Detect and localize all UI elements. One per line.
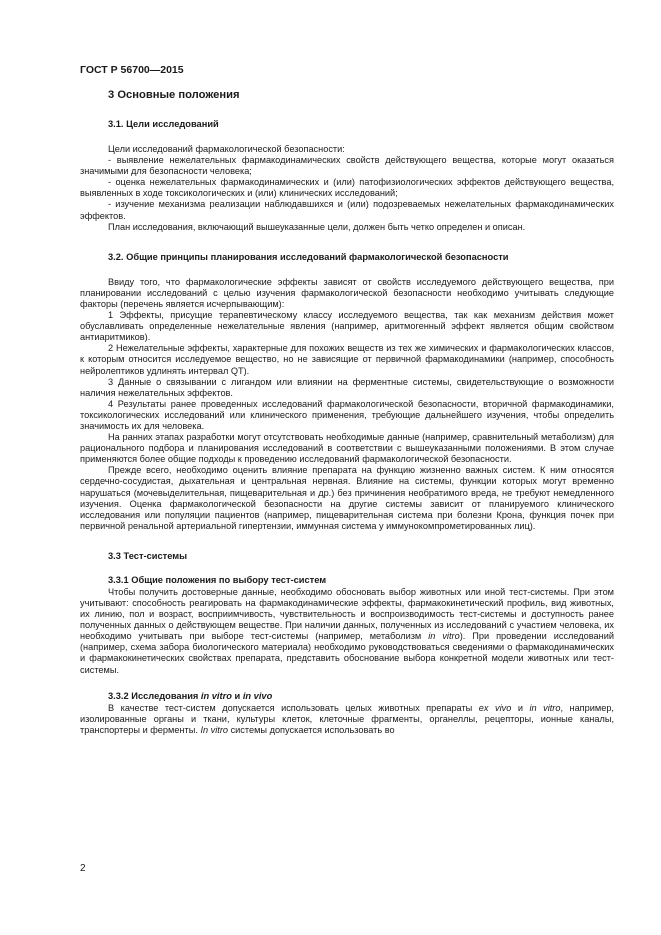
paragraph: Цели исследований фармакологической безопасности: <box>108 144 345 154</box>
section-3-1-title: 3.1. Цели исследований <box>108 119 219 129</box>
paragraph <box>80 587 614 676</box>
heading-run: и <box>231 690 243 701</box>
latin-term: in vitro <box>529 702 561 713</box>
text-run: системы допускается использовать во <box>228 724 395 735</box>
paragraph: - изучение механизма реализации наблюдавшихся и (или) подозреваемых нежелательных фармакодинамических эффектов. <box>80 199 614 221</box>
paragraph: 3 Данные о связывании с лигандом или влиянии на ферментные системы, свидетельствующие о возможности наличия нежелательных эффектов. <box>80 376 614 398</box>
latin-term: in vivo <box>242 690 273 701</box>
text-run: , например, изолированные органы и ткани, культуры клеток, клеточные фрагменты, органеллы, рецепторы, ионные каналы, транспортеры и ферменты. <box>80 702 614 735</box>
page-content <box>80 88 614 736</box>
paragraph: План исследования, включающий вышеуказанные цели, должен быть четко определен и описан. <box>108 221 526 232</box>
paragraph: - выявление нежелательных фармакодинамических свойств действующего вещества, которые могут оказаться значимыми для безопасности человека; <box>80 155 614 177</box>
paragraph: Ввиду того, что фармакологические эффекты зависят от свойств исследуемого действующего вещества, при планировании исследований с целью изучения фармакологической безопасности необходимо учитывать следующие факторы (перечень является исчерпывающим): <box>80 276 614 309</box>
paragraph: 4 Результаты ранее проведенных исследований фармакологической безопасности, вторичной фармакодинамики, токсикологических исследований или клинического применения, требующие дальнейшего изучения, чтобы определить значимость их для человека. <box>80 398 614 431</box>
paragraph: На ранних этапах разработки могут отсутствовать необходимые данные (например, сравнительный метаболизм) для рационального подбора и планирования исследований в соответствии с вышеуказанными положениями. В этом случае применяются более общие подходы к проведению исследований фармакологической безопасности. <box>80 432 614 465</box>
paragraph: 1 Эффекты, присущие терапевтическому классу исследуемого вещества, так как механизм действия может обуславливать определенные нежелательные явления (например, аритмогенный эффект является общим свойством антиаритмиков). <box>80 310 614 343</box>
text-run: В качестве тест-систем допускается использовать целых животных препараты <box>108 702 479 713</box>
paragraph: - оценка нежелательных фармакодинамических и (или) патофизиологических эффектов действующего вещества, выявленных в ходе токсикологических и (или) клинических исследований; <box>80 177 614 199</box>
page-number: 2 <box>80 863 86 874</box>
text-run: Чтобы получить достоверные данные, необходимо обосновать выбор животных или иной тест-системы. При этом учитывают: способность реагировать на фармакодинамические эффекты, фармакокинетический профиль, вид животных, их линию, пол и возраст, восприимчивость, чувствительность и воспроизводимость тест-системы и доступность ранее полученных данных о действующем веществе. При наличии данных, полученных из исследований с участием человека, их необходимо учитывать при выборе тест-системы (например, метаболизм <box>80 586 614 642</box>
latin-term: ex vivo <box>478 702 512 713</box>
latin-term: in vitro <box>428 631 460 642</box>
latin-term: in vitro <box>200 690 232 701</box>
text-run: ). При проведении исследований (например, схема забора биологического материала) необходимо руководствоваться сведениями о фармакодинамических и фармакокинетических свойствах препарата, представить обоснование выбора конкретной модели животных или тест-системы. <box>80 631 615 675</box>
document-code: ГОСТ Р 56700—2015 <box>80 64 184 76</box>
heading-run: 3.3.2 Исследования <box>108 690 201 701</box>
section-3-3-1-title: 3.3.1 Общие положения по выбору тест-систем <box>108 574 327 585</box>
text-run: и <box>511 702 530 713</box>
paragraph: 2 Нежелательные эффекты, характерные для похожих веществ из тех же химических и фармакологических классов, к которым относится исследуемое вещество, но не зависящие от первичной фармакодинамики (например, способность нейролептиков удлинять интервал QT). <box>80 343 614 376</box>
section-3-3-2-title <box>108 690 614 702</box>
paragraph <box>80 703 614 736</box>
section-3-2-title: 3.2. Общие принципы планирования исследований фармакологической безопасности <box>108 251 509 262</box>
section-3-3-title: 3.3 Тест-системы <box>108 550 188 561</box>
latin-term: In vitro <box>200 724 229 735</box>
section-3-title: 3 Основные положения <box>108 89 240 101</box>
paragraph: Прежде всего, необходимо оценить влияние препарата на функцию жизненно важных систем. К ним относятся сердечно-сосудистая, дыхательная и центральная нервная. Влияние на системы, функции которых могут временно нарушаться (мочевыделительная, пищеварительная и др.) без причинения необратимого вреда, не требуют немедленного изучения. Оценка фармакологической безопасности на другие системы зависит от планируемого клинического исследования или популяции пациентов (например, пищеварительная система при болезни Крона, функция почек при первичной ренальной артериальной гипертензии, иммунная система у иммунокомпрометированных лиц). <box>80 465 614 531</box>
